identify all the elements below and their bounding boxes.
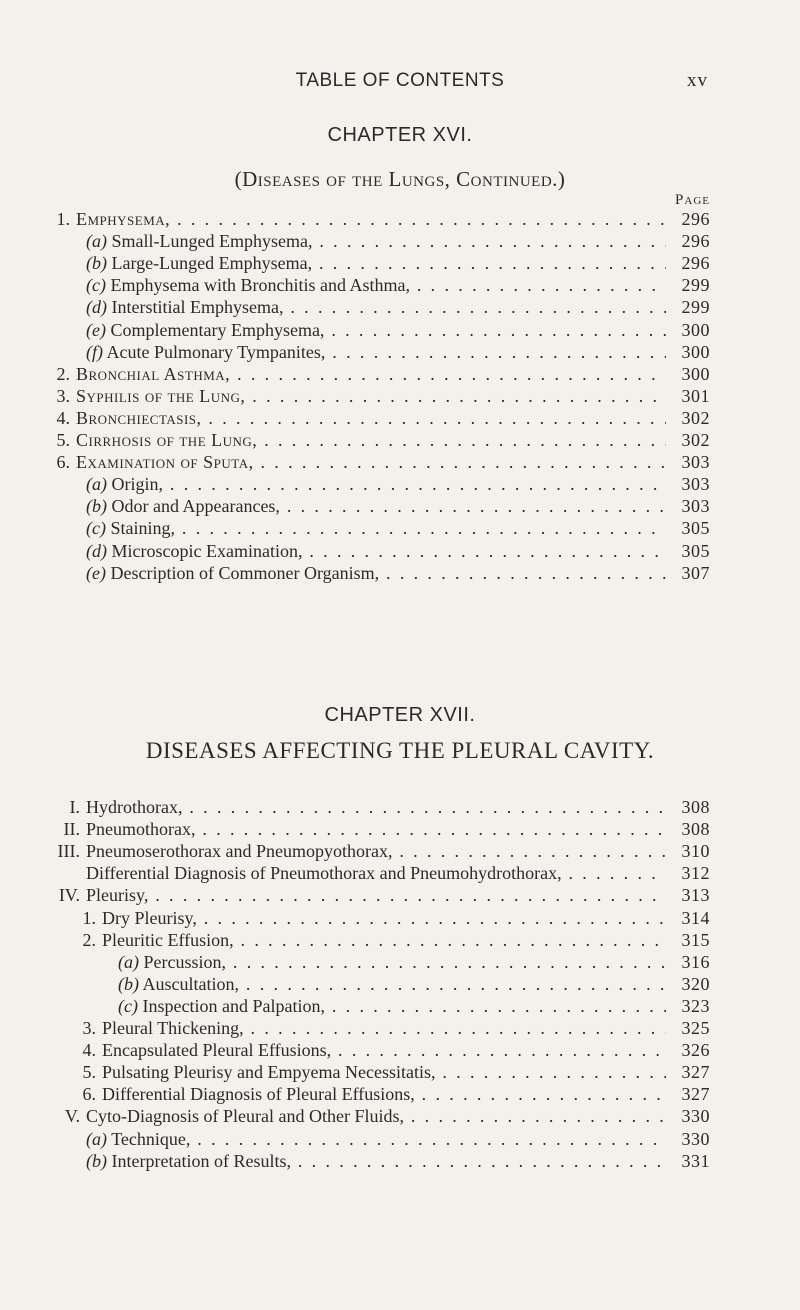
toc-entry-title: [76, 429, 666, 451]
toc-entry: [0, 1061, 800, 1083]
toc-entry-text: Staining,: [110, 518, 175, 539]
toc-entry-number: 6.: [82, 1084, 96, 1105]
toc-entry-title: [86, 840, 666, 862]
toc-entry: [0, 884, 800, 906]
toc-entry-text: Differential Diagnosis of Pneumothorax and Pneumohydrothorax,: [86, 863, 562, 884]
toc-entry-number: II.: [63, 819, 80, 840]
toc-entry: [0, 973, 800, 995]
toc-entry-text: Cyto-Diagnosis of Pleural and Other Fluids,: [86, 1106, 404, 1127]
toc-entry-page: 330: [681, 1106, 710, 1127]
toc-entry-page: 296: [681, 253, 710, 274]
toc-entry: [0, 796, 800, 818]
toc-entry-page: 320: [681, 973, 710, 994]
toc-entry: [0, 562, 800, 584]
toc-entry-title: [86, 230, 666, 252]
toc-entry-page: 312: [681, 863, 710, 884]
toc-entry-text: Pneumoserothorax and Pneumopyothorax,: [86, 841, 393, 862]
toc-entry-page: 326: [681, 1040, 710, 1061]
toc-entry: [0, 208, 800, 230]
toc-entry: [0, 495, 800, 517]
toc-entry-text: Auscultation,: [142, 973, 240, 994]
toc-entry-number: 5.: [82, 1062, 96, 1083]
toc-entry-title: [76, 407, 666, 429]
toc-entry: [0, 540, 800, 562]
toc-entry: [0, 1039, 800, 1061]
toc-entry-number: 4.: [56, 407, 70, 428]
toc-entry-text: Microscopic Examination,: [111, 540, 303, 561]
toc-entry-page: 299: [681, 275, 710, 296]
toc-entry-label: (a): [86, 231, 107, 252]
toc-entry-title: [102, 1039, 666, 1061]
toc-entry-page: 325: [681, 1018, 710, 1038]
toc-entry-page: 307: [681, 562, 710, 583]
toc-entry-page: 305: [681, 518, 710, 539]
toc-entry-number: 3.: [82, 1018, 96, 1038]
toc-entry-text: Odor and Appearances,: [111, 496, 280, 517]
toc-entry: [0, 951, 800, 973]
toc-entry-page: 296: [681, 209, 710, 229]
toc-entry-title: [86, 862, 666, 884]
running-head-title: TABLE OF CONTENTS: [295, 70, 505, 91]
toc-entry-title: [86, 252, 666, 274]
page-column-label: Page: [675, 192, 710, 208]
toc-entry-page: 314: [681, 907, 710, 928]
toc-entry-page: 327: [681, 1062, 710, 1083]
toc-entry: [0, 319, 800, 341]
toc-entry-page: 302: [681, 407, 710, 428]
toc-entry-text: Interstitial Emphysema,: [111, 297, 284, 318]
toc-entry: [0, 517, 800, 539]
toc-entry: [0, 252, 800, 274]
toc-entry-title: [86, 1105, 666, 1127]
toc-entry-number: 2.: [56, 363, 70, 384]
toc-entry-page: 300: [681, 319, 710, 340]
toc-entry-page: 315: [681, 929, 710, 950]
toc-entry-text: Hydrothorax,: [86, 797, 183, 817]
toc-entry-label: (c): [86, 275, 106, 296]
chapter-16-subtitle-open: (: [234, 167, 243, 191]
toc-entry-number: I.: [69, 797, 80, 817]
toc-entry-page: 313: [681, 885, 710, 906]
toc-entry-title: [86, 1150, 666, 1172]
toc-entry-title: [102, 1083, 666, 1105]
toc-entry-page: 302: [681, 430, 710, 450]
toc-entry-page: 308: [681, 797, 710, 817]
toc-entry-page: 303: [681, 452, 710, 473]
toc-entry-page: 301: [681, 385, 710, 406]
toc-entry-title: [102, 907, 666, 929]
toc-entry-title: [86, 562, 666, 584]
toc-entry-page: 305: [681, 540, 710, 561]
toc-entry-page: 303: [681, 496, 710, 517]
toc-entry-text: Origin,: [111, 474, 163, 495]
toc-entry-label: (e): [86, 562, 106, 583]
toc-entry-title: [86, 473, 666, 495]
toc-entry-text: Emphysema with Bronchitis and Asthma,: [110, 275, 410, 296]
toc-entry-text: Emphysema,: [76, 209, 171, 229]
toc-entry-title: [86, 540, 666, 562]
toc-entry-text: Encapsulated Pleural Effusions,: [102, 1040, 332, 1061]
chapter-17-title: CHAPTER XVII.: [324, 704, 476, 726]
toc-entry-label: (b): [86, 1150, 107, 1171]
toc-entry: [0, 929, 800, 951]
toc-entry-page: 308: [681, 819, 710, 840]
toc-entry-label: (a): [86, 1128, 107, 1149]
toc-entry-label: (b): [86, 496, 107, 517]
toc-entry-title: [76, 451, 666, 473]
toc-entry: [0, 1128, 800, 1150]
toc-entry-label: (c): [86, 518, 106, 539]
toc-entry-title: [86, 818, 666, 840]
toc-entry-title: [86, 274, 666, 296]
toc-entry: [0, 862, 800, 884]
toc-entry-page: 300: [681, 341, 710, 362]
toc-entry-title: [102, 929, 666, 951]
toc-entry: [0, 1017, 800, 1039]
toc-entry-number: 2.: [82, 929, 96, 950]
toc-entry-title: [102, 1061, 666, 1083]
toc-entry-number: 3.: [56, 385, 70, 406]
toc-entry-text: Inspection and Palpation,: [142, 995, 325, 1016]
toc-entry-number: 6.: [56, 452, 70, 473]
toc-entry-text: Syphilis of the Lung,: [76, 385, 246, 406]
toc-entry-title: [86, 1128, 666, 1150]
toc-entry: [0, 840, 800, 862]
toc-entry: [0, 407, 800, 429]
toc-entry-title: [86, 884, 666, 906]
toc-entry-title: [86, 296, 666, 318]
toc-entry-text: Pneumothorax,: [86, 819, 196, 840]
toc-entry-text: Examination of Sputa,: [76, 452, 254, 473]
toc-entry-text: Percussion,: [143, 951, 226, 972]
toc-entry-text: Technique,: [111, 1128, 191, 1149]
toc-entry-number: 4.: [82, 1040, 96, 1061]
toc-entry: [0, 341, 800, 363]
toc-entry-page: 310: [681, 841, 710, 862]
toc-entry-title: [86, 319, 666, 341]
toc-entry: [0, 230, 800, 252]
toc-entry-text: Pulsating Pleurisy and Empyema Necessitatis,: [102, 1062, 436, 1083]
toc-entry-title: [102, 1017, 666, 1039]
toc-entry-text: Bronchiectasis,: [76, 407, 202, 428]
toc-entry: [0, 1083, 800, 1105]
toc-entry-label: (b): [86, 253, 107, 274]
toc-entry-text: Small-Lunged Emphysema,: [111, 231, 313, 252]
toc-entry: [0, 1150, 800, 1172]
toc-entry-page: 296: [681, 231, 710, 252]
toc-entry: [0, 363, 800, 385]
toc-entry: [0, 995, 800, 1017]
toc-entry-title: [86, 495, 666, 517]
toc-entry-title: [118, 973, 666, 995]
toc-entry-number: IV.: [58, 885, 80, 906]
toc-entry-title: [76, 208, 666, 230]
toc-entry: [0, 429, 800, 451]
toc-entry-number: V.: [64, 1106, 80, 1127]
toc-entry-title: [118, 951, 666, 973]
toc-entry-page: 303: [681, 474, 710, 495]
toc-entry-number: 1.: [82, 907, 96, 928]
toc-entry-text: Description of Commoner Organism,: [110, 562, 380, 583]
toc-entry-text: Pleuritic Effusion,: [102, 929, 234, 950]
chapter-17-subtitle: DISEASES AFFECTING THE PLEURAL CAVITY.: [145, 738, 655, 763]
toc-entry: [0, 274, 800, 296]
toc-entry-page: 323: [681, 995, 710, 1016]
toc-entry-title: [86, 341, 666, 363]
toc-entry-title: [86, 796, 666, 818]
toc-entry-label: (e): [86, 319, 106, 340]
chapter-16-title: CHAPTER XVI.: [327, 124, 473, 146]
toc-entry-text: Large-Lunged Emphysema,: [111, 253, 313, 274]
toc-entry-number: 1.: [56, 209, 70, 229]
chapter-16-subtitle-close: ): [557, 167, 566, 191]
toc-entry-page: 330: [681, 1128, 710, 1149]
toc-entry-text: Bronchial Asthma,: [76, 363, 231, 384]
toc-entry-text: Interpretation of Results,: [111, 1150, 291, 1171]
toc-entry-label: (b): [118, 973, 139, 994]
toc-entry-number: 5.: [56, 430, 70, 450]
toc-entry-title: [76, 363, 666, 385]
chapter-16-subtitle: [0, 167, 800, 192]
toc-entry-text: Pleurisy,: [86, 885, 149, 906]
toc-entry-title: [86, 517, 666, 539]
toc-entry-label: (a): [86, 474, 107, 495]
toc-entry-page: 331: [681, 1150, 710, 1171]
toc-entry-text: Complementary Emphysema,: [110, 319, 325, 340]
chapter-16-subtitle-text: Diseases of the Lungs, Continued.: [242, 167, 558, 191]
toc-entry-page: 300: [681, 363, 710, 384]
toc-entry-text: Acute Pulmonary Tympanites,: [106, 341, 326, 362]
toc-entry-label: (a): [118, 951, 139, 972]
toc-entry-number: III.: [57, 841, 80, 862]
running-head: [0, 70, 800, 96]
toc-entry-label: (c): [118, 995, 138, 1016]
toc-entry: [0, 385, 800, 407]
toc-entry: [0, 907, 800, 929]
toc-entry-label: (f): [86, 341, 103, 362]
toc-entry: [0, 451, 800, 473]
toc-entry-page: 299: [681, 297, 710, 318]
toc-entry-text: Cirrhosis of the Lung,: [76, 430, 258, 450]
toc-entry: [0, 818, 800, 840]
toc-entry-label: (d): [86, 540, 107, 561]
toc-entry-page: 327: [681, 1084, 710, 1105]
toc-entry-page: 316: [681, 951, 710, 972]
toc-entry-text: Differential Diagnosis of Pleural Effusions,: [102, 1084, 415, 1105]
toc-entry: [0, 296, 800, 318]
page-number: xv: [687, 70, 708, 91]
toc-entry-title: [118, 995, 666, 1017]
toc-entry-label: (d): [86, 297, 107, 318]
toc-entry-text: Pleural Thickening,: [102, 1018, 244, 1038]
toc-entry-title: [76, 385, 666, 407]
toc-entry: [0, 1105, 800, 1127]
toc-entry: [0, 473, 800, 495]
toc-entry-text: Dry Pleurisy,: [102, 907, 197, 928]
